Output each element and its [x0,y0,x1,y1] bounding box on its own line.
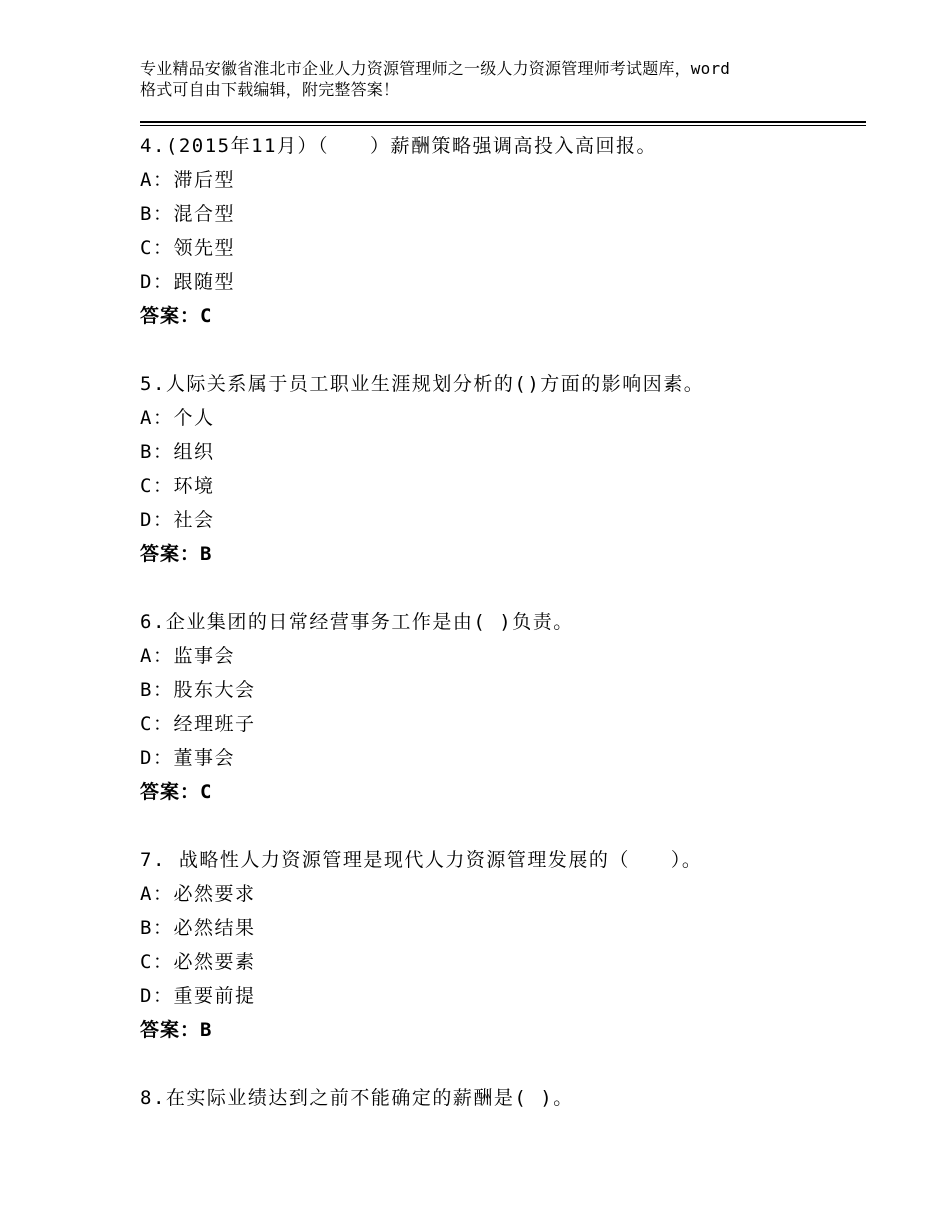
answer-value: C [200,781,213,803]
option-d: D：跟随型 [140,271,235,293]
header-line-1: 专业精品安徽省淮北市企业人力资源管理师之一级人力资源管理师考试题库，word [140,59,731,78]
question-text: 4.(2015年11月）（ ）薪酬策略强调高投入高回报。 [140,135,657,157]
answer-line [140,537,866,571]
question-text: 5.人际关系属于员工职业生涯规划分析的()方面的影响因素。 [140,373,705,395]
answer-value: B [200,543,213,565]
question-list [140,129,866,1149]
option-c: C：环境 [140,475,215,497]
answer-label: 答案： [140,543,201,565]
answer-value: B [200,1019,213,1041]
answer-label: 答案： [140,781,201,803]
question-6 [140,605,866,809]
document-header [140,58,840,100]
header-line-2: 格式可自由下载编辑，附完整答案！ [140,80,400,99]
answer-value: C [200,305,213,327]
option-b: B：混合型 [140,203,235,225]
option-b: B：组织 [140,441,215,463]
question-4 [140,129,866,333]
option-b: B：股东大会 [140,679,256,701]
answer-line [140,1013,866,1047]
option-a: A：滞后型 [140,169,235,191]
question-text: 6.企业集团的日常经营事务工作是由( )负责。 [140,611,574,633]
option-c: C：领先型 [140,237,235,259]
question-text: 8.在实际业绩达到之前不能确定的薪酬是( )。 [140,1087,574,1109]
question-7 [140,843,866,1047]
option-a: A：必然要求 [140,883,256,905]
option-c: C：经理班子 [140,713,256,735]
answer-line [140,299,866,333]
option-b: B：必然结果 [140,917,256,939]
option-d: D：重要前提 [140,985,256,1007]
question-8 [140,1081,866,1115]
header-rule-thick [140,121,866,123]
option-d: D：社会 [140,509,215,531]
option-a: A：监事会 [140,645,235,667]
question-text: 7. 战略性人力资源管理是现代人力资源管理发展的（ ）。 [140,849,703,871]
option-c: C：必然要素 [140,951,256,973]
option-d: D：董事会 [140,747,235,769]
option-a: A：个人 [140,407,215,429]
answer-label: 答案： [140,1019,201,1041]
question-5 [140,367,866,571]
answer-label: 答案： [140,305,201,327]
header-rule-thin [140,125,866,126]
answer-line [140,775,866,809]
